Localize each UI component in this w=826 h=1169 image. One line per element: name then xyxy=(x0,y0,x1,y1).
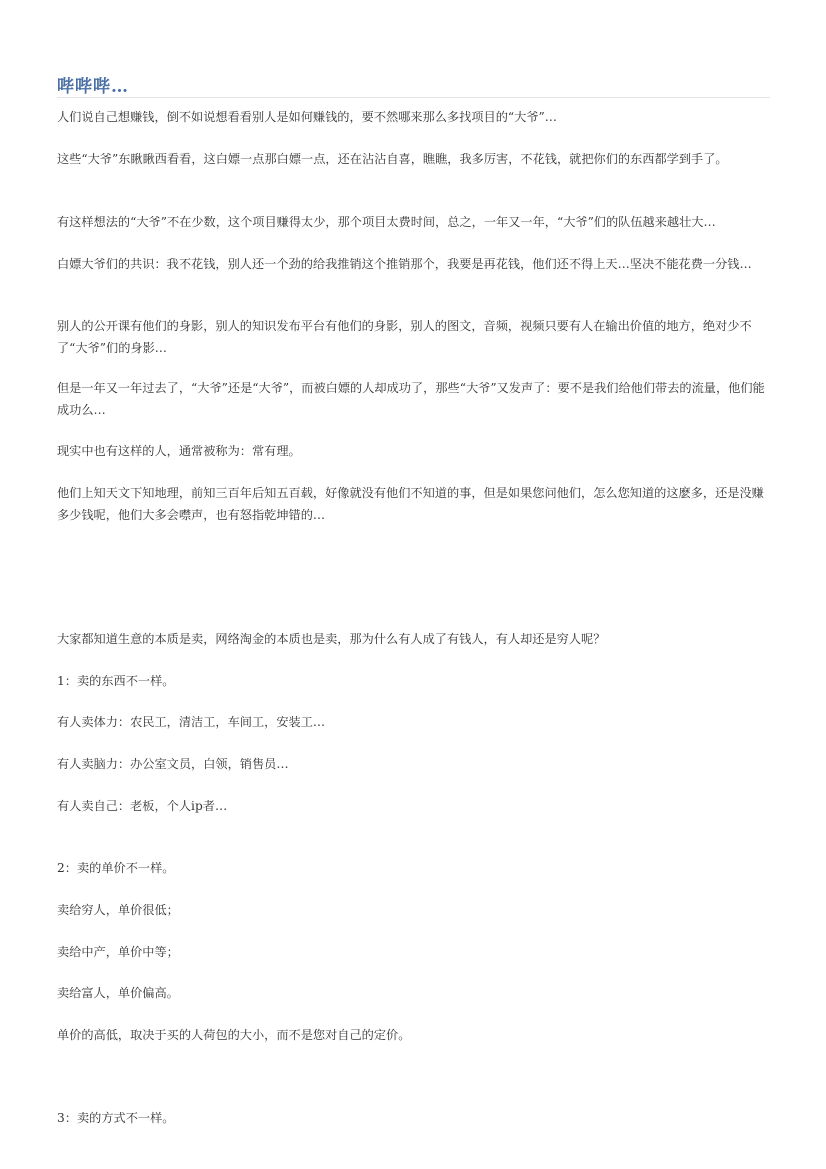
paragraph: 这些“大爷”东瞅瞅西看看，这白嫖一点那白嫖一点，还在沾沾自喜，瞧瞧，我多厉害，不花钱，就把你们的东西都学到手了。 xyxy=(57,152,728,166)
paragraph: 有这样想法的“大爷”不在少数，这个项目赚得太少，那个项目太费时间，总之，一年又一年，“大爷”们的队伍越来越壮大… xyxy=(57,215,716,229)
list-heading: 2：卖的单价不一样。 xyxy=(57,861,175,875)
paragraph: 卖给富人，单价偏高。 xyxy=(57,986,179,1000)
paragraph: 白嫖大爷们的共识：我不花钱，别人还一个劲的给我推销这个推销那个，我要是再花钱，他们还不得上天…坚决不能花费一分钱… xyxy=(57,257,752,271)
list-heading: 1：卖的东西不一样。 xyxy=(57,674,175,688)
paragraph: 但是一年又一年过去了，“大爷”还是“大爷”，而被白嫖的人却成功了，那些“大爷”又发声了：要不是我们给他们带去的流量，他们能成功么… xyxy=(57,381,765,417)
paragraph: 有人卖自己：老板，个人ip者… xyxy=(57,799,228,813)
paragraph: 单价的高低，取决于买的人荷包的大小，而不是您对自己的定价。 xyxy=(57,1028,411,1042)
paragraph: 卖给中产，单价中等； xyxy=(57,945,179,959)
list-heading: 3：卖的方式不一样。 xyxy=(57,1111,175,1125)
article-title: 哔哔哔… xyxy=(57,77,129,98)
paragraph: 人们说自己想赚钱，倒不如说想看看别人是如何赚钱的，要不然哪来那么多找项目的“大爷”… xyxy=(57,110,557,124)
paragraph: 有人卖体力：农民工，清洁工，车间工，安装工… xyxy=(57,715,326,729)
paragraph: 卖给穷人，单价很低； xyxy=(57,903,179,917)
paragraph: 别人的公开课有他们的身影，别人的知识发布平台有他们的身影，别人的图文，音频，视频只要有人在输出价值的地方，绝对少不了“大爷”们的身影… xyxy=(57,319,752,355)
paragraph: 他们上知天文下知地理，前知三百年后知五百载，好像就没有他们不知道的事，但是如果您问他们，怎么您知道的这麽多，还是没赚多少钱呢，他们大多会噤声，也有怒指乾坤错的… xyxy=(57,486,764,522)
paragraph: 大家都知道生意的本质是卖，网络淘金的本质也是卖，那为什么有人成了有钱人，有人却还是穷人呢？ xyxy=(57,632,606,646)
paragraph: 有人卖脑力：办公室文员，白领，销售员… xyxy=(57,757,289,771)
title-divider xyxy=(57,97,770,98)
paragraph: 现实中也有这样的人，通常被称为：常有理。 xyxy=(57,444,301,458)
